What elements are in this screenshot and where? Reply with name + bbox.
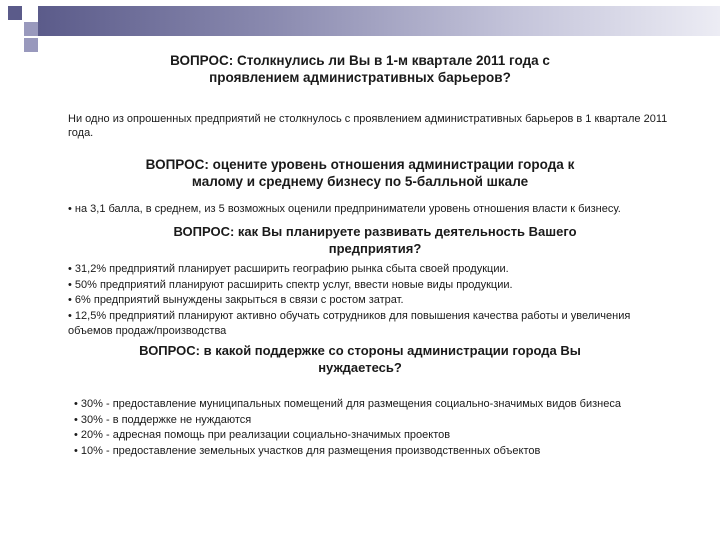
list-item: • 50% предприятий планируют расширить спектр услуг, ввести новые виды продукции. [68, 278, 513, 291]
question-2-answer: • на 3,1 балла, в среднем, из 5 возможных оценили предприниматели уровень отношения власти к бизнесу. [68, 203, 621, 215]
question-2-heading: ВОПРОС: оцените уровень отношения администрации города к малому и среднему бизнесу по 5-балльной шкале [145, 157, 575, 189]
question-1-heading: ВОПРОС: Столкнулись ли Вы в 1-м квартале 2011 года с проявлением административных барьеров? [170, 53, 550, 85]
decor-square [8, 22, 22, 36]
list-item: • 12,5% предприятий планируют активно обучать сотрудников для повышения качества работы и увеличения объемов продаж/производства [68, 309, 631, 337]
decor-square [24, 6, 38, 20]
decor-square [24, 38, 38, 52]
question-1-answer: Ни одно из опрошенных предприятий не столкнулось с проявлением административных барьеров в 1 квартале 2011 года. [68, 113, 668, 139]
list-item: • 31,2% предприятий планирует расширить географию рынка сбыта своей продукции. [68, 263, 509, 275]
list-item: • 6% предприятий вынуждены закрыться в связи с ростом затрат. [68, 294, 404, 306]
list-item: • 10% - предоставление земельных участков для размещения производственных объектов [74, 444, 541, 457]
decor-square [8, 6, 22, 20]
decor-square [24, 22, 38, 36]
header-gradient-band [38, 6, 720, 36]
question-4-list [74, 397, 714, 459]
list-item: • 20% - адресная помощь при реализации социально-значимых проектов [74, 429, 451, 441]
question-4-heading: ВОПРОС: в какой поддержке со стороны администрации города Вы нуждаетесь? [139, 343, 581, 375]
list-item: • 30% - в поддержке не нуждаются [74, 413, 252, 426]
question-3-heading: ВОПРОС: как Вы планируете развивать деятельность Вашего предприятия? [173, 224, 577, 256]
question-3-list [68, 262, 668, 340]
list-item: • 30% - предоставление муниципальных помещений для размещения социально-значимых видов бизнеса [74, 398, 621, 410]
